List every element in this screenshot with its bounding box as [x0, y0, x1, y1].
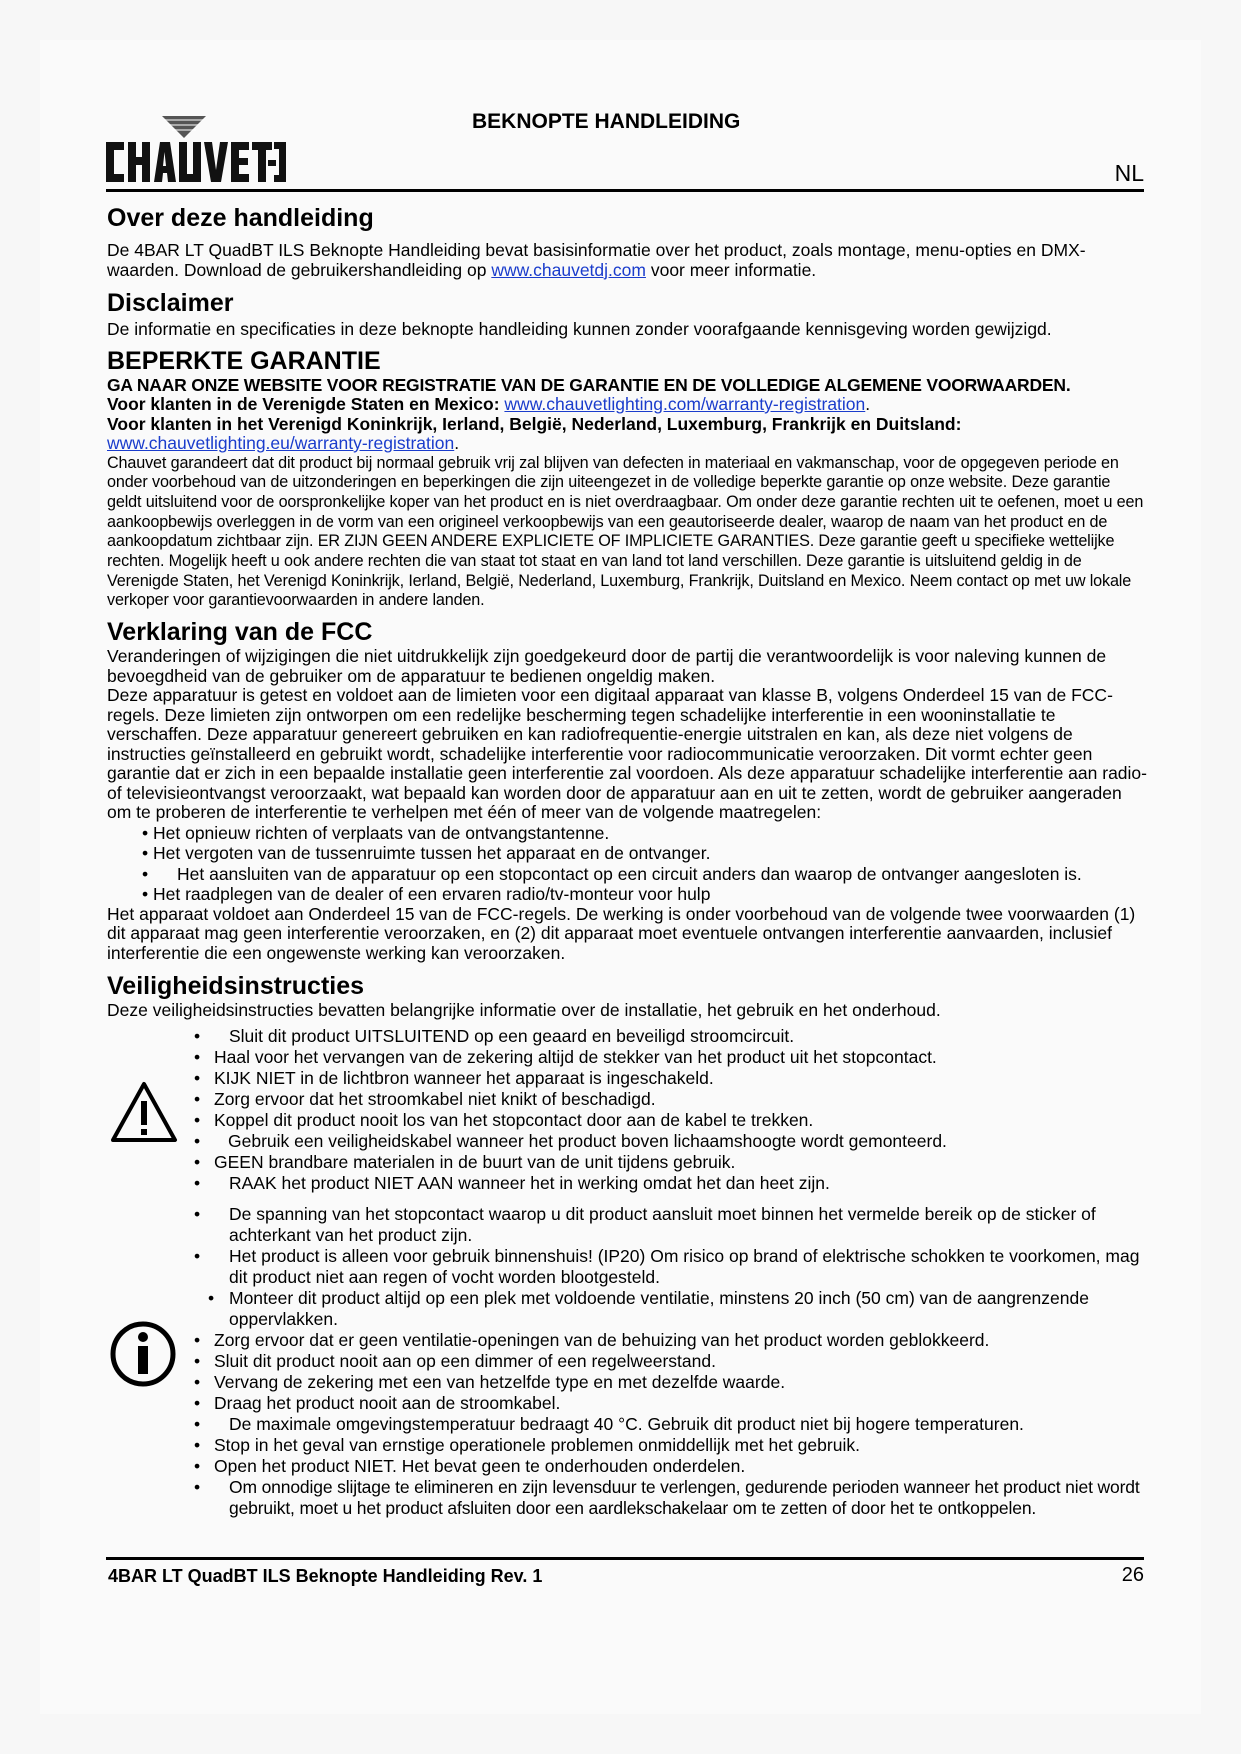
- warranty-notice: GA NAAR ONZE WEBSITE VOOR REGISTRATIE VAN DE GARANTIE EN DE VOLLEDIGE ALGEMENE VOORWAARDEN.: [107, 374, 1071, 395]
- list-item: • Het raadplegen van de dealer of een ervaren radio/tv-monteur voor hulp: [142, 884, 711, 905]
- list-item: • Open het product NIET. Het bevat geen te onderhouden onderdelen.: [194, 1455, 746, 1476]
- language-code: NL: [1114, 160, 1144, 186]
- list-item: • Om onnodige slijtage te elimineren en zijn levensduur te verlengen, gedurende perioden wanneer het product niet wordt gebruikt, moet u het product afsluiten door een aardlekschakelaar om te zetten of door het te ontkoppelen.: [194, 1476, 1140, 1518]
- page-number: 26: [1121, 1564, 1144, 1586]
- fcc-list: [107, 823, 1147, 905]
- list-item: • Het product is alleen voor gebruik binnenshuis! (IP20) Om risico op brand of elektrische schokken te voorkomen, mag dit product niet aan regen of vocht worden blootgesteld.: [194, 1245, 1140, 1287]
- warranty-eu-label: Voor klanten in het Verenigd Koninkrijk, Ierland, België, Nederland, Luxemburg, Frankrijk en Duitsland:: [107, 413, 962, 434]
- list-item: • KIJK NIET in de lichtbron wanneer het apparaat is ingeschakeld.: [194, 1067, 714, 1088]
- list-item: • GEEN brandbare materialen in de buurt van de unit tijdens gebruik.: [194, 1151, 736, 1172]
- list-item: • Het vergoten van de tussenruimte tussen het apparaat en de ontvanger.: [142, 843, 711, 864]
- about-heading: Over deze handleiding: [107, 204, 374, 232]
- list-item: • Sluit dit product UITSLUITEND op een geaard en beveiligd stroomcircuit.: [194, 1025, 795, 1046]
- list-item: • Vervang de zekering met een van hetzelfde type en met dezelfde waarde.: [194, 1371, 786, 1392]
- safety-heading: Veiligheidsinstructies: [107, 972, 365, 1001]
- list-item: • De maximale omgevingstemperatuur bedraagt 40 °C. Gebruik dit product niet bij hogere temperaturen.: [194, 1413, 1024, 1434]
- about-text: De 4BAR LT QuadBT ILS Beknopte Handleiding bevat basisinformatie over het product, zoals montage, menu-opties en DMX-waarden. Download de gebruikershandleiding op www.chauvetdj.com voor meer informatie.: [107, 240, 1086, 280]
- warranty-us-link[interactable]: www.chauvetlighting.com/warranty-registration: [504, 394, 866, 414]
- footer-title: 4BAR LT QuadBT ILS Beknopte Handleiding Rev. 1: [108, 1566, 543, 1586]
- list-item: • Het opnieuw richten of verplaats van de ontvangstantenne.: [142, 822, 610, 843]
- fcc-p2: Deze apparatuur is getest en voldoet aan de limieten voor een digitaal apparaat van klasse B, volgens Onderdeel 15 van de FCC-regels. Deze limieten zijn ontworpen om een redelijke bescherming tegen schadelijke interferentie in een wooninstallatie te verschaffen. Deze apparatuur genereert gebruiken en kan radiofrequentie-energie uitstralen en kan, als deze niet volgens de instructies geïnstalleerd en gebruikt wordt, schadelijke interferentie voor radiocommunicatie veroorzaken. Dit vormt echter geen garantie dat er zich in een bepaalde installatie geen interferentie zal voordoen. Als deze apparatuur schadelijke interferentie aan radio- of televisieontvangst veroorzaakt, wat bepaald kan worden door de apparatuur aan en uit te zetten, wordt de gebruiker aangeraden om te proberen de interferentie te verhelpen met één of meer van de volgende maatregelen:: [107, 685, 1147, 823]
- info-circle-icon: [109, 1320, 177, 1388]
- list-item: • RAAK het product NIET AAN wanneer het in werking omdat het dan heet zijn.: [194, 1172, 830, 1193]
- list-item: • De spanning van het stopcontact waarop u dit product aansluit moet binnen het vermelde bereik op de sticker of achterkant van het product zijn.: [194, 1203, 1096, 1245]
- header-rule: [106, 189, 1144, 192]
- info-list: [107, 1204, 1147, 1519]
- list-item: • Stop in het geval van ernstige operationele problemen onmiddellijk met het gebruik.: [194, 1434, 860, 1455]
- fcc-heading: Verklaring van de FCC: [107, 618, 373, 647]
- list-item: • Gebruik een veiligheidskabel wanneer het product boven lichaamshoogte wordt gemonteerd.: [194, 1130, 947, 1151]
- disclaimer-text: De informatie en specificaties in deze beknopte handleiding kunnen zonder voorafgaande kennisgeving worden gewijzigd.: [107, 319, 1052, 339]
- document-title: BEKNOPTE HANDLEIDING: [472, 110, 741, 133]
- safety-warning-block: [107, 1026, 1147, 1194]
- list-item: • Het aansluiten van de apparatuur op een stopcontact op een circuit anders dan waarop de ontvanger aangesloten is.: [142, 863, 1082, 884]
- disclaimer-heading: Disclaimer: [107, 289, 234, 317]
- chauvet-dj-logo: [106, 116, 286, 192]
- warning-list: [107, 1026, 1147, 1194]
- safety-info-block: [107, 1204, 1147, 1519]
- footer-rule: [106, 1557, 1144, 1560]
- warranty-body: Chauvet garandeert dat dit product bij normaal gebruik vrij zal blijven van defecten in materiaal en vakmanschap, voor de opgegeven periode en onder voorbehoud van de uitzonderingen en beperkingen die zijn uiteengezet in de volledige beperkte garantie op onze website. Deze garantie geldt uitsluitend voor de oorspronkelijke koper van het product en is niet overdraagbaar. Om onder deze garantie rechten uit te oefenen, moet u een aankoopbewijs overleggen in de vorm van een origineel verkoopbewijs van een geautoriseerde dealer, waarop de naam van het product en de aankoopdatum zichtbaar zijn. ER ZIJN GEEN ANDERE EXPLICIETE OF IMPLICIETE GARANTIES. Deze garantie geeft u specifieke wettelijke rechten. Mogelijk heeft u ook andere rechten die van staat tot staat en van land tot land verschillen. Deze garantie is uitsluitend geldig in de Verenigde Staten, het Verenigd Koninkrijk, Ierland, België, Nederland, Luxemburg, Frankrijk, Duitsland en Mexico. Neem contact op met uw lokale verkoper voor garantievoorwaarden in andere landen.: [107, 453, 1144, 610]
- fcc-p1: Veranderingen of wijzigingen die niet uitdrukkelijk zijn goedgekeurd door de partij die verantwoordelijk is voor naleving kunnen de bevoegdheid van de gebruiker om de apparatuur te bedienen ongeldig maken.: [107, 646, 1107, 686]
- warranty-eu: www.chauvetlighting.eu/warranty-registration.: [107, 433, 460, 453]
- fcc-p3: Het apparaat voldoet aan Onderdeel 15 van de FCC-regels. De werking is onder voorbehoud van de volgende twee voorwaarden (1) dit apparaat mag geen interferentie veroorzaken, en (2) dit apparaat moet eventuele ontvangen interferentie aanvaarden, inclusief interferentie die een ongewenste werking kan veroorzaken.: [107, 903, 1136, 963]
- list-item: • Sluit dit product nooit aan op een dimmer of een regelweerstand.: [194, 1350, 716, 1371]
- chauvetdj-link[interactable]: www.chauvetdj.com: [491, 259, 646, 280]
- list-item: • Haal voor het vervangen van de zekering altijd de stekker van het product uit het stopcontact.: [194, 1046, 937, 1067]
- list-item: • Monteer dit product altijd op een plek met voldoende ventilatie, minstens 20 inch (50 cm) van de aangrenzende oppervlakken.: [208, 1287, 1089, 1329]
- main-content: [107, 203, 1147, 1519]
- warranty-eu-link[interactable]: www.chauvetlighting.eu/warranty-registration: [107, 433, 455, 453]
- list-item: • Draag het product nooit aan de stroomkabel.: [194, 1392, 561, 1413]
- warning-triangle-icon: [110, 1081, 178, 1143]
- list-item: • Zorg ervoor dat er geen ventilatie-openingen van de behuizing van het product worden geblokkeerd.: [194, 1329, 990, 1350]
- warranty-heading: BEPERKTE GARANTIE: [107, 346, 381, 375]
- list-item: • Koppel dit product nooit los van het stopcontact door aan de kabel te trekken.: [194, 1109, 814, 1130]
- list-item: • Zorg ervoor dat het stroomkabel niet knikt of beschadigd.: [194, 1088, 656, 1109]
- warranty-us: Voor klanten in de Verenigde Staten en Mexico: www.chauvetlighting.com/warranty-registration.: [107, 394, 871, 414]
- safety-intro: Deze veiligheidsinstructies bevatten belangrijke informatie over de installatie, het gebruik en het onderhoud.: [107, 1000, 941, 1021]
